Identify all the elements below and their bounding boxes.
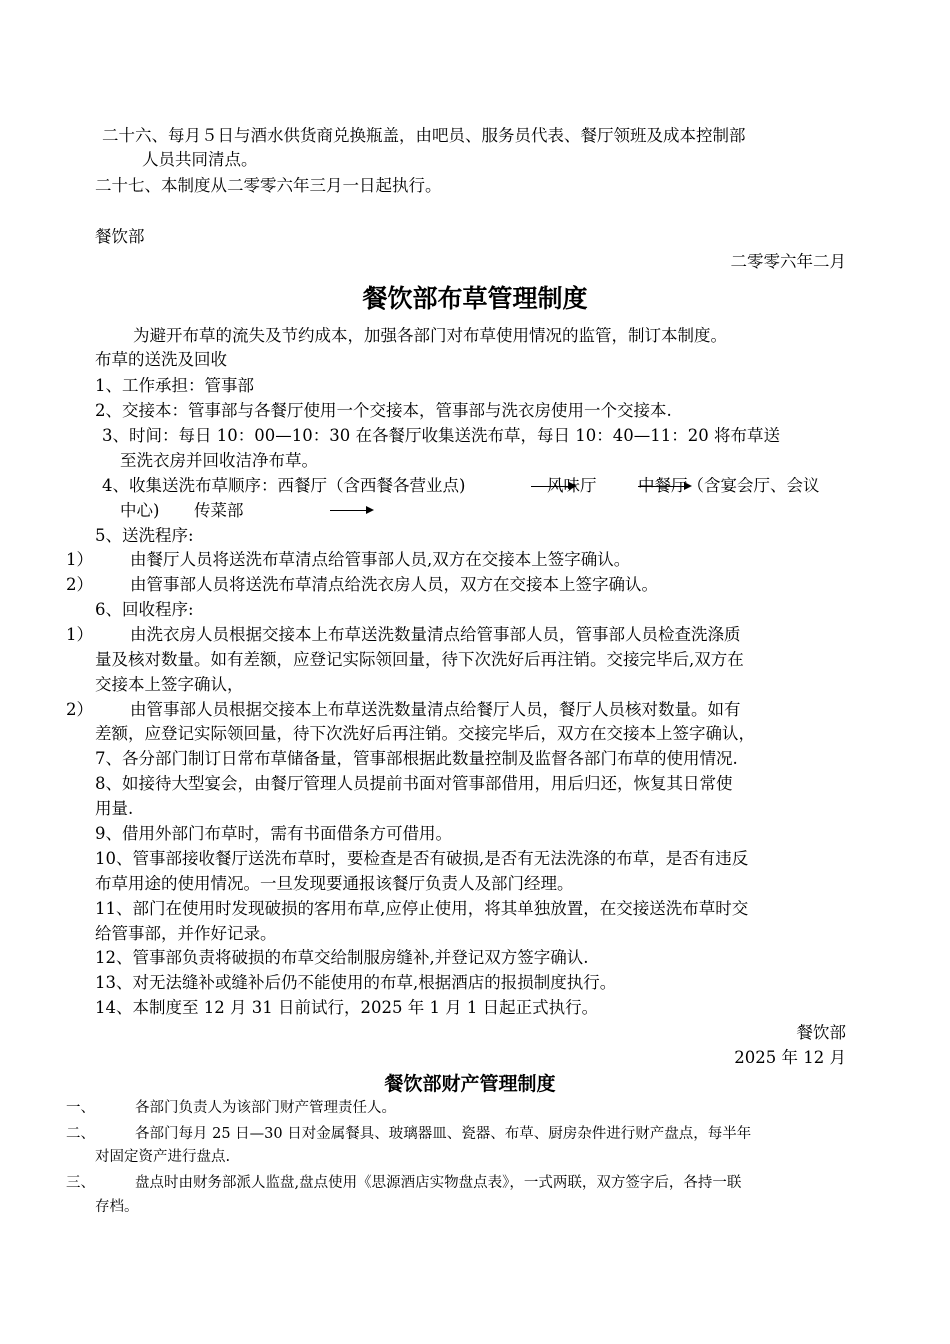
property-item-1-number: 一、	[66, 1100, 95, 1116]
arrow-icon	[646, 486, 690, 487]
linen-subtitle: 布草的送洗及回收	[95, 350, 227, 369]
linen-item-13: 13、对无法缝补或缝补后仍不能使用的布草,根据酒店的报损制度执行。	[95, 973, 617, 992]
linen-item-10-line2: 布草用途的使用情况。一旦发现要通报该餐厅负责人及部门经理。	[95, 874, 574, 893]
linen-item-11-line1: 11、部门在使用时发现破损的客用布草,应停止使用，将其单独放置，在交接送洗布草时交	[95, 899, 749, 918]
arrow-icon	[531, 486, 575, 487]
linen-item-5-1: 由餐厅人员将送洗布草清点给管事部人员,双方在交接本上签字确认。	[130, 550, 631, 569]
property-item-3-number: 三、	[66, 1175, 95, 1191]
linen-intro: 为避开布草的流失及节约成本，加强各部门对布草使用情况的监管，制订本制度。	[133, 326, 727, 345]
linen-item-9: 9、借用外部门布草时，需有书面借条方可借用。	[95, 824, 452, 843]
linen-item-8-line1: 8、如接待大型宴会，由餐厅管理人员提前书面对管事部借用，用后归还，恢复其日常使	[95, 774, 733, 793]
linen-item-3-line1: 3、时间：每日 10：00—10：30 在各餐厅收集送洗布草，每日 10：40—11：20 将布草送	[102, 426, 780, 445]
clause-26-line1: 二十六、每月５日与酒水供货商兑换瓶盖，由吧员、服务员代表、餐厅领班及成本控制部	[102, 126, 746, 145]
linen-item-11-line2: 给管事部，并作好记录。	[95, 924, 277, 943]
signature-department: 餐饮部	[95, 227, 145, 246]
linen-item-5-1-number: 1）	[66, 550, 93, 569]
linen-item-3-line2: 至洗衣房并回收洁净布草。	[120, 451, 318, 470]
linen-item-1: 1、工作承担：管事部	[95, 376, 254, 395]
linen-item-6-1-line2: 量及核对数量。如有差额，应登记实际领回量，待下次洗好后再注销。交接完毕后,双方在	[95, 650, 744, 669]
property-item-1: 各部门负责人为该部门财产管理责任人。	[135, 1100, 396, 1116]
linen-title: 餐饮部布草管理制度	[362, 284, 588, 313]
linen-item-5-2: 由管事部人员将送洗布草清点给洗衣房人员，双方在交接本上签字确认。	[130, 575, 658, 594]
linen-item-5: 5、送洗程序:	[95, 526, 194, 545]
property-item-2-number: 二、	[66, 1126, 95, 1142]
arrow-icon	[330, 510, 372, 511]
linen-item-4-chinese-hall: 中餐厅（含宴会厅、会议	[638, 476, 820, 495]
linen-item-4-center: 中心)	[120, 501, 160, 520]
linen-item-10-line1: 10、管事部接收餐厅送洗布草时，要检查是否有破损,是否有无法洗涤的布草，是否有违反	[95, 849, 749, 868]
linen-item-4-serving: 传菜部	[194, 501, 244, 520]
linen-item-14: 14、本制度至 12 月 31 日前试行，2025 年 1 月 1 日起正式执行。	[95, 998, 599, 1017]
linen-item-6-1-line1: 由洗衣房人员根据交接本上布草送洗数量清点给管事部人员，管事部人员检查洗涤质	[130, 625, 741, 644]
linen-item-5-2-number: 2）	[66, 575, 93, 594]
linen-item-6-2-number: 2）	[66, 700, 93, 719]
linen-item-6-2-line1: 由管事部人员根据交接本上布草送洗数量清点给餐厅人员，餐厅人员核对数量。如有	[130, 700, 741, 719]
property-title: 餐饮部财产管理制度	[384, 1073, 556, 1095]
linen-item-4-flavor-hall: 风味厅	[547, 476, 597, 495]
linen-item-7: 7、各分部门制订日常布草储备量，管事部根据此数量控制及监督各部门布草的使用情况.	[95, 749, 738, 768]
linen-item-6-1-number: 1）	[66, 625, 93, 644]
linen-item-12: 12、管事部负责将破损的布草交给制服房缝补,并登记双方签字确认.	[95, 948, 589, 967]
property-item-3-line2: 存档。	[95, 1199, 139, 1215]
clause-26-line2: 人员共同清点。	[142, 150, 258, 169]
linen-item-6-1-line3: 交接本上签字确认，	[95, 675, 244, 694]
clause-27: 二十七、本制度从二零零六年三月一日起执行。	[95, 176, 442, 195]
property-item-3-line1: 盘点时由财务部派人监盘,盘点使用《思源酒店实物盘点表》，一式两联，双方签字后，各持一联	[135, 1175, 742, 1191]
linen-item-8-line2: 用量.	[95, 799, 134, 818]
linen-item-4-start: 4、收集送洗布草顺序：西餐厅（含西餐各营业点)	[102, 476, 466, 495]
property-item-2-line2: 对固定资产进行盘点.	[95, 1149, 231, 1165]
signature-date: 二零零六年二月	[730, 252, 846, 271]
linen-item-6-2-line2: 差额，应登记实际领回量，待下次洗好后再注销。交接完毕后，双方在交接本上签字确认，	[95, 724, 755, 743]
property-item-2-line1: 各部门每月 25 日—30 日对金属餐具、玻璃器皿、瓷器、布草、厨房杂件进行财产盘点，每半年	[135, 1126, 752, 1142]
linen-item-2: 2、交接本：管事部与各餐厅使用一个交接本，管事部与洗衣房使用一个交接本.	[95, 401, 672, 420]
linen-item-6: 6、回收程序:	[95, 600, 194, 619]
linen-signature-date: 2025 年 12 月	[734, 1048, 846, 1067]
linen-signature-department: 餐饮部	[796, 1023, 846, 1042]
